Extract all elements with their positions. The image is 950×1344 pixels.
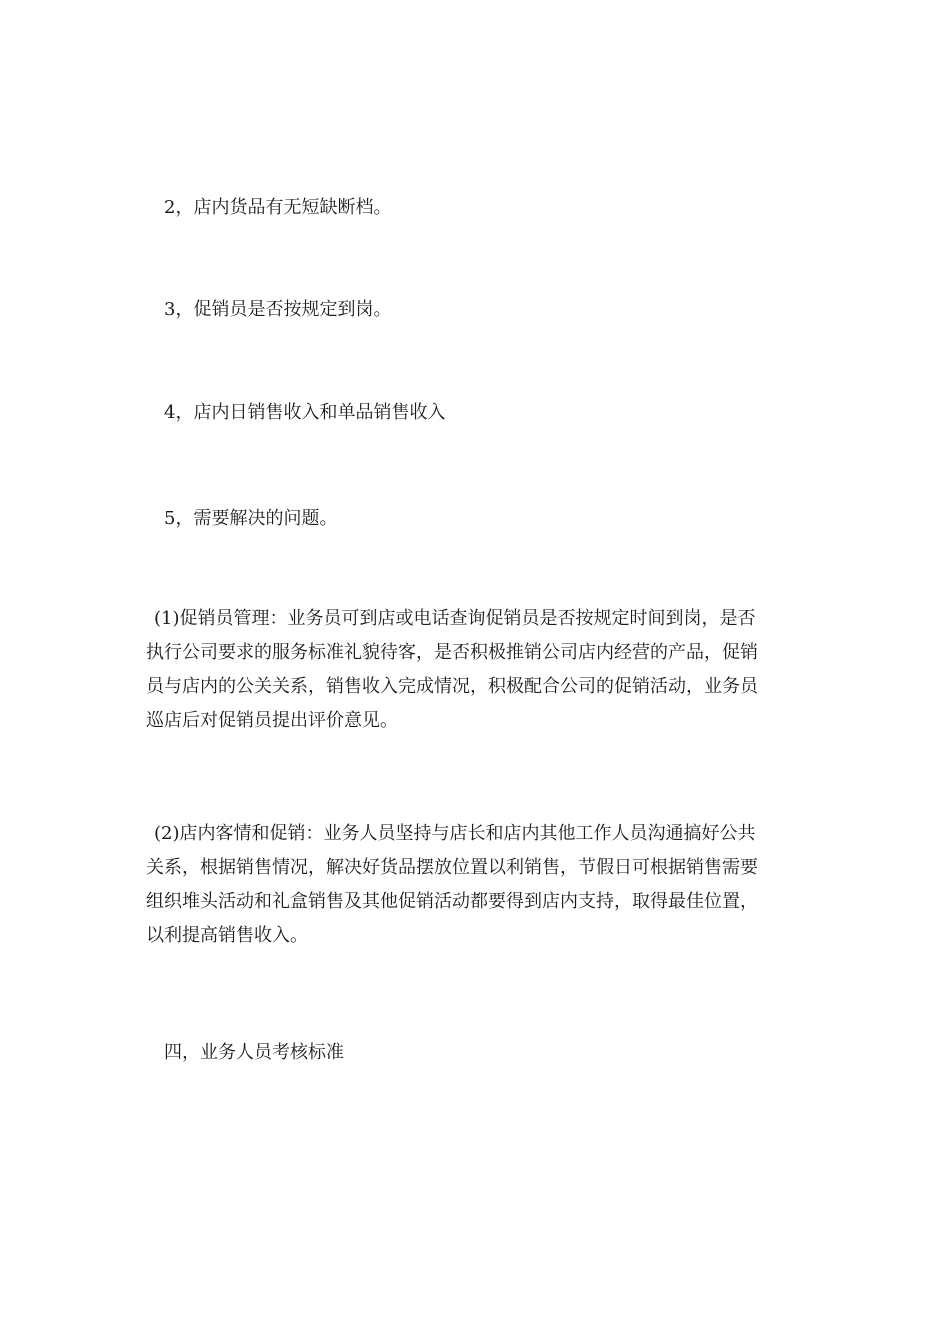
list-item-3: 3，促销员是否按规定到岗。 bbox=[164, 299, 392, 320]
paragraph-line: 巡店后对促销员提出评价意见。 bbox=[146, 710, 398, 731]
paragraph-line: 组织堆头活动和礼盒销售及其他促销活动都要得到店内支持，取得最佳位置， bbox=[146, 891, 758, 912]
section-heading: 四，业务人员考核标准 bbox=[164, 1042, 344, 1063]
paragraph-line: 关系，根据销售情况，解决好货品摆放位置以利销售，节假日可根据销售需要 bbox=[146, 857, 758, 878]
list-item-2: 2，店内货品有无短缺断档。 bbox=[164, 197, 392, 218]
paragraph-line: 执行公司要求的服务标准礼貌待客，是否积极推销公司店内经营的产品，促销 bbox=[146, 642, 758, 663]
paragraph-line: (2)店内客情和促销：业务人员坚持与店长和店内其他工作人员沟通搞好公共 bbox=[154, 823, 756, 844]
paragraph-line: 员与店内的公关关系，销售收入完成情况，积极配合公司的促销活动，业务员 bbox=[146, 676, 758, 697]
paragraph-store-relations bbox=[146, 817, 806, 953]
paragraph-line: (1)促销员管理：业务员可到店或电话查询促销员是否按规定时间到岗，是否 bbox=[154, 608, 756, 629]
paragraph-promoter-management bbox=[146, 602, 806, 738]
list-item-4: 4，店内日销售收入和单品销售收入 bbox=[164, 402, 446, 423]
list-item-5: 5，需要解决的问题。 bbox=[164, 508, 338, 529]
paragraph-line: 以利提高销售收入。 bbox=[146, 925, 308, 946]
